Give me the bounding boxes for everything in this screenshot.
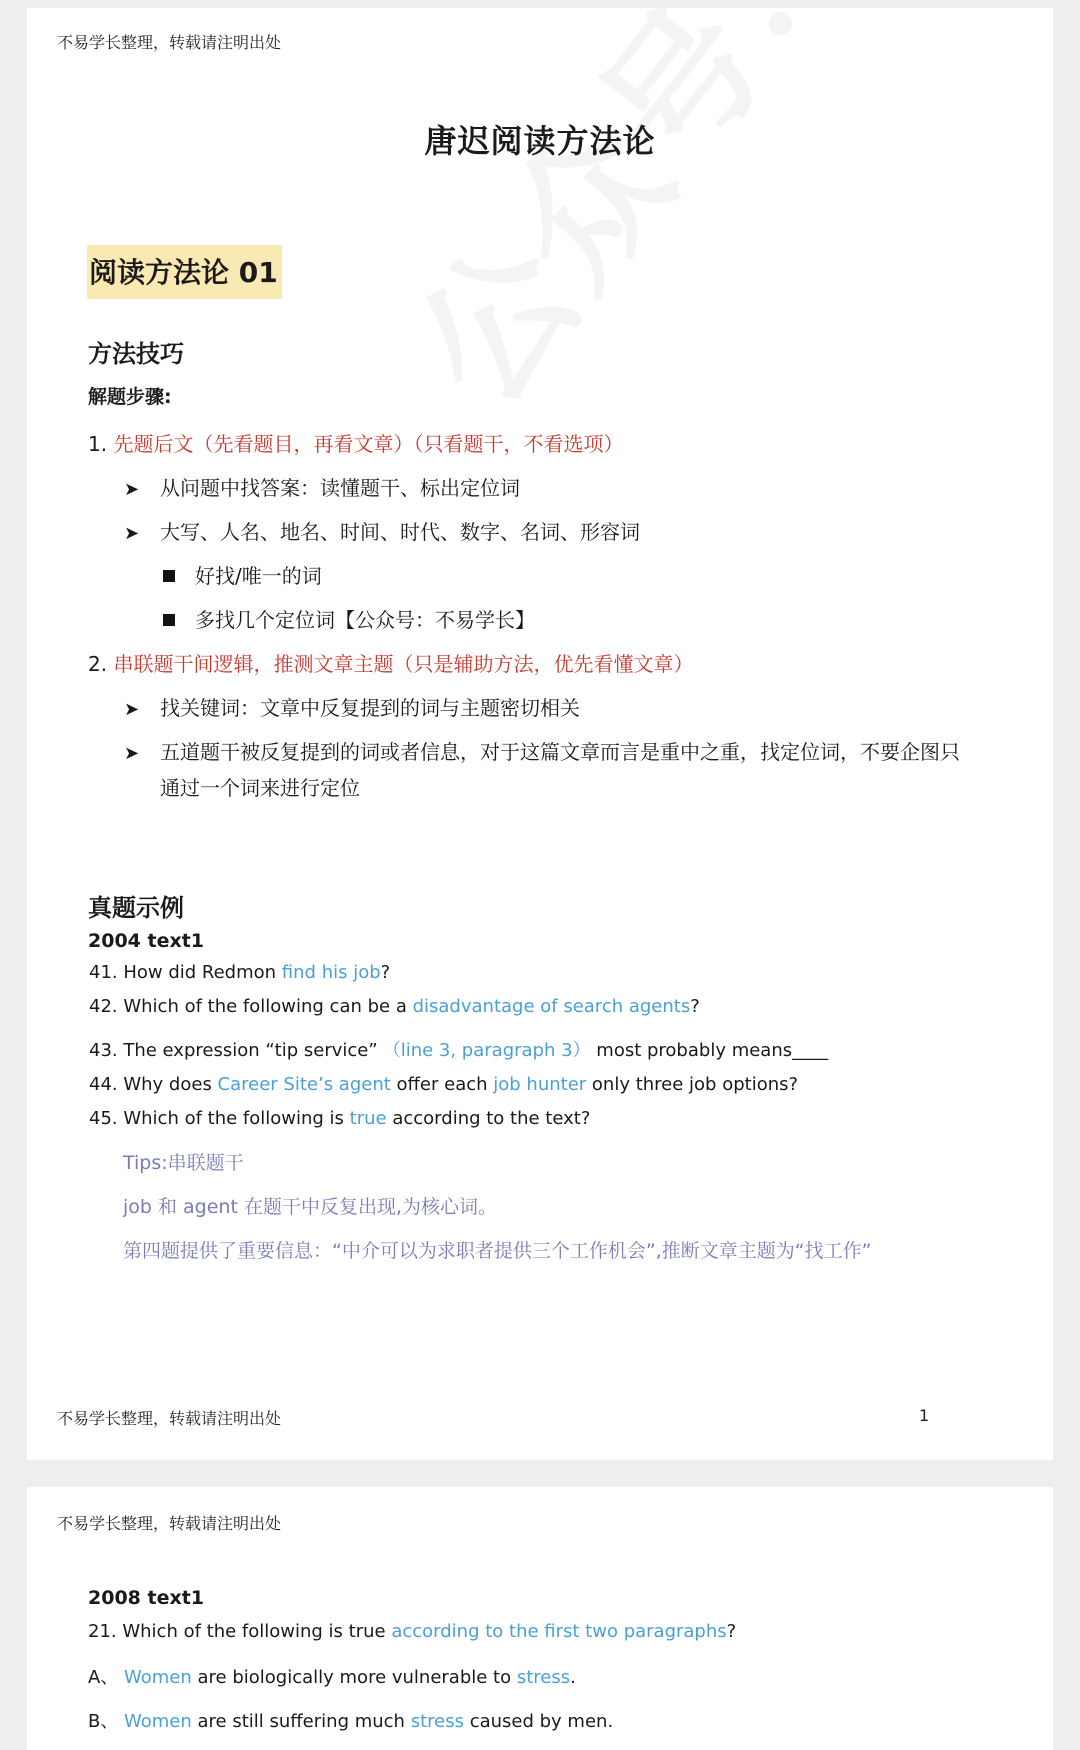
step-2 <box>88 648 693 677</box>
q-text: 44. Why does <box>89 1074 218 1095</box>
q-keyword: true <box>349 1108 387 1129</box>
example-label: 2008 text1 <box>88 1587 205 1609</box>
step-1-text: 先题后文（先看题目，再看文章）（只看题干，不看选项） <box>113 432 624 456</box>
q-text: ? <box>690 996 700 1017</box>
square-bullet-icon <box>163 570 175 582</box>
q-keyword: Women <box>124 1711 192 1732</box>
q-text: according to the text? <box>386 1108 591 1129</box>
q-keyword: according to the first two paragraphs <box>391 1621 727 1642</box>
tips-line: 第四题提供了重要信息：“中介可以为求职者提供三个工作机会”,推断文章主题为“找工作” <box>123 1240 872 1262</box>
step-1-bullet <box>124 472 520 501</box>
page-number: 1 <box>919 1406 930 1425</box>
step-1-subbullet <box>163 560 322 589</box>
option-b <box>88 1707 613 1733</box>
page-header: 不易学长整理，转载请注明出处 <box>57 1514 282 1533</box>
arrow-bullet-icon: ➤ <box>124 699 140 720</box>
q-keyword: stress <box>410 1711 464 1732</box>
step-1-number: 1. <box>88 432 108 456</box>
step-2-number: 2. <box>88 652 108 676</box>
step-1 <box>88 428 623 457</box>
q-keyword: Career Site’s agent <box>217 1074 391 1095</box>
q-text: 43. The expression “tip service” <box>89 1040 378 1061</box>
q-text: 41. How did Redmon <box>89 962 282 983</box>
question-41 <box>89 962 390 983</box>
bullet-text: 大写、人名、地名、时间、时代、数字、名词、形容词 <box>160 520 640 544</box>
option-letter: A、 <box>88 1667 119 1688</box>
option-a <box>88 1663 576 1689</box>
q-text: are biologically more vulnerable to <box>191 1667 517 1688</box>
heading-examples: 真题示例 <box>88 894 184 922</box>
bullet-text: 从问题中找答案：读懂题干、标出定位词 <box>160 476 520 500</box>
tips-line: job 和 agent 在题干中反复出现,为核心词。 <box>123 1196 498 1218</box>
q-text: ? <box>380 962 391 983</box>
watermark <box>357 8 1053 441</box>
q-keyword: stress <box>516 1667 571 1688</box>
arrow-bullet-icon: ➤ <box>124 523 140 544</box>
q-text: ? <box>726 1621 737 1642</box>
tips-title: Tips:串联题干 <box>123 1152 244 1174</box>
question-43 <box>89 1036 828 1062</box>
heading-methods: 方法技巧 <box>88 340 184 368</box>
arrow-bullet-icon: ➤ <box>124 479 140 500</box>
step-2-bullet <box>124 736 960 765</box>
q-keyword: Women <box>124 1667 192 1688</box>
arrow-bullet-icon: ➤ <box>124 743 140 764</box>
subbullet-text: 多找几个定位词【公众号：不易学长】 <box>195 608 535 632</box>
question-42 <box>89 996 700 1017</box>
page-header: 不易学长整理，转载请注明出处 <box>57 33 282 52</box>
q-text: caused by men. <box>463 1711 614 1732</box>
document-page-2 <box>27 1487 1053 1750</box>
step-2-bullet <box>124 692 580 721</box>
question-45 <box>89 1108 590 1129</box>
q-text: 45. Which of the following is <box>89 1108 350 1129</box>
bullet-text: 五道题干被反复提到的词或者信息，对于这篇文章而言是重中之重，找定位词，不要企图只 <box>160 740 960 764</box>
bullet-text: 找关键词：文章中反复提到的词与主题密切相关 <box>160 696 580 720</box>
q-text: most probably means____ <box>590 1040 829 1061</box>
bullet-continuation: 通过一个词来进行定位 <box>160 776 360 800</box>
q-text: 42. Which of the following can be a <box>89 996 413 1017</box>
page-footer: 不易学长整理，转载请注明出处 <box>57 1409 282 1428</box>
option-letter: B、 <box>88 1711 119 1732</box>
document-page-1 <box>27 8 1053 1460</box>
q-keyword: find his job <box>281 962 381 983</box>
example-label: 2004 text1 <box>88 930 205 952</box>
step-1-bullet <box>124 516 640 545</box>
question-21 <box>88 1621 736 1642</box>
q-text: . <box>570 1667 576 1688</box>
q-text: are still suffering much <box>191 1711 411 1732</box>
q-text: 21. Which of the following is true <box>88 1621 392 1642</box>
q-keyword: disadvantage of search agents <box>412 996 691 1017</box>
question-44 <box>89 1074 798 1095</box>
section-tag: 阅读方法论 01 <box>87 245 282 299</box>
q-text: offer each <box>390 1074 494 1095</box>
q-keyword: job hunter <box>493 1074 587 1095</box>
q-text: only three job options? <box>586 1074 799 1095</box>
step-2-text: 串联题干间逻辑，推测文章主题（只是辅助方法，优先看懂文章） <box>113 652 694 676</box>
step-1-subbullet <box>163 604 535 633</box>
heading-steps: 解题步骤: <box>88 386 172 408</box>
document-title: 唐迟阅读方法论 <box>424 122 656 160</box>
subbullet-text: 好找/唯一的词 <box>195 564 322 588</box>
q-keyword: （line 3, paragraph 3） <box>391 1040 591 1061</box>
square-bullet-icon <box>163 614 175 626</box>
